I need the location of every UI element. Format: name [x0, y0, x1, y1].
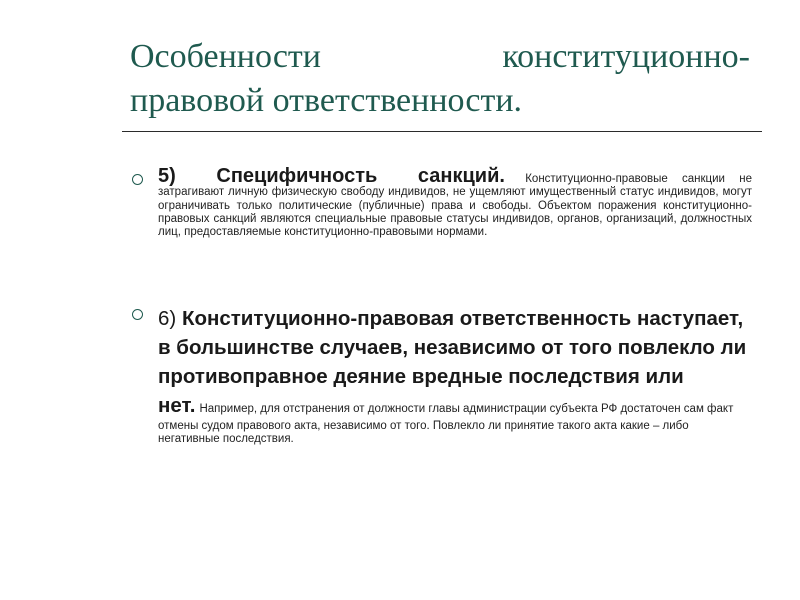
title-line-2: правовой ответственности.	[130, 82, 523, 119]
title-word-1: Особенности	[130, 38, 321, 75]
title-divider	[122, 131, 762, 132]
bullet-5-heading: 5) Специфичность санкций.	[158, 165, 505, 187]
circle-bullet-icon	[132, 309, 143, 320]
bullet-5-text: Конституционно-правовые санкции не затрагивают личную физическую свободу индивидов, не ущемляют имущественный статус индивидов, могут ограничивать только политические (публичные) права и свободы. Объектом поражения конституционно-правовых санкций являются специальные правовые статусы индивидов, органов, организаций, должностных лиц, предоставляемые конституционно-правовыми нормами.	[158, 173, 752, 239]
bullet-item-5	[158, 165, 752, 239]
title-line-1	[130, 35, 750, 79]
bullet-6-heading-text: Конституционно-правовая ответственность наступает, в большинстве случаев, независимо от того повлекло ли противоправное деяние вредные последствия или нет.	[158, 307, 747, 417]
slide-title	[130, 35, 750, 123]
bullet-item-6	[158, 304, 752, 447]
title-word-2: конституционно-	[502, 38, 750, 75]
circle-bullet-icon	[132, 174, 143, 185]
bullet-6-heading	[158, 307, 746, 417]
bullet-6-number: 6)	[158, 307, 177, 330]
bullet-6-text: Например, для отстранения от должности главы администрации субъекта РФ достаточен сам факт отмены судом правового акта, независимо от того. Повлекло ли принятие такого акта какие – либо негативные последствия.	[158, 403, 734, 446]
